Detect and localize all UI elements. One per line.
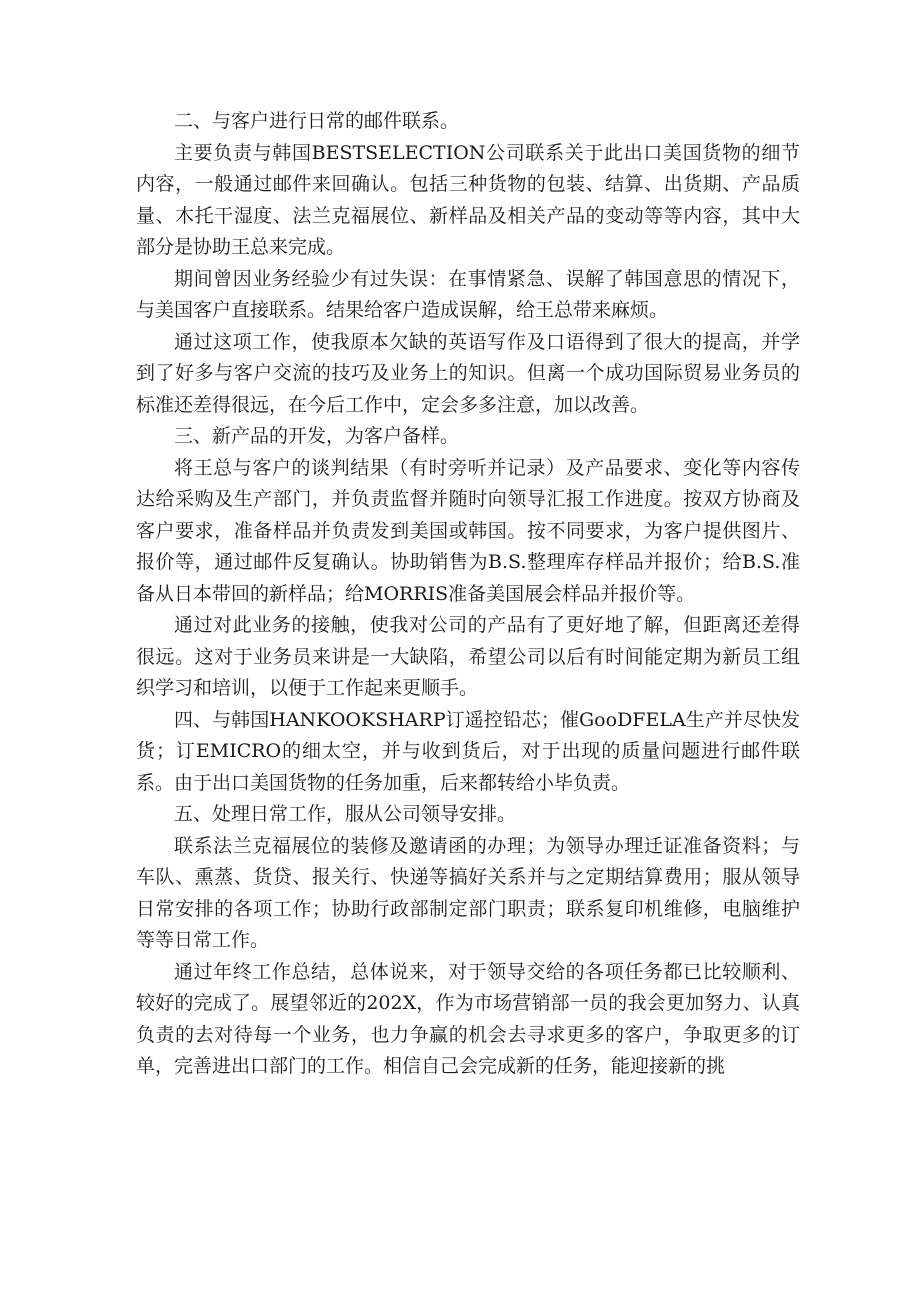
paragraph: 期间曾因业务经验少有过失误：在事情紧急、误解了韩国意思的情况下，与美国客户直接联系。结果给客户造成误解，给王总带来麻烦。 bbox=[136, 267, 800, 321]
paragraph: 通过年终工作总结，总体说来，对于领导交给的各项任务都已比较顺利、较好的完成了。展望邻近的202X，作为市场营销部一员的我会更加努力、认真负责的去对待每一个业务，也力争赢的机会去寻求更多的客户，争取更多的订单，完善进出口部门的工作。相信自己会完成新的任务，能迎接新的挑 bbox=[136, 960, 800, 1077]
section-heading-2: 二、与客户进行日常的邮件联系。 bbox=[174, 110, 460, 132]
paragraph: 联系法兰克福展位的装修及邀请函的办理；为领导办理迁证准备资料；与车队、熏蒸、货贷、报关行、快递等搞好关系并与之定期结算费用；服从领导日常安排的各项工作；协助行政部制定部门职责；联系复印机维修，电脑维护等等日常工作。 bbox=[136, 834, 800, 951]
paragraph: 通过对此业务的接触，使我对公司的产品有了更好地了解，但距离还差得很远。这对于业务员来讲是一大缺陷，希望公司以后有时间能定期为新员工组织学习和培训，以便于工作起来更顺手。 bbox=[136, 614, 800, 699]
section-heading-5: 五、处理日常工作，服从公司领导安排。 bbox=[174, 803, 517, 825]
paragraph: 将王总与客户的谈判结果（有时旁听并记录）及产品要求、变化等内容传达给采购及生产部门，并负责监督并随时向领导汇报工作进度。按双方协商及客户要求，准备样品并负责发到美国或韩国。按不同要求，为客户提供图片、报价等，通过邮件反复确认。协助销售为B.S.整理库存样品并报价；给B.S.准备从日本带回的新样品；给MORRIS准备美国展会样品并报价等。 bbox=[136, 456, 800, 605]
section-heading-4: 四、与韩国HANKOOKSHARP订遥控铅芯；催GooDFELA生产并尽快发货；订EMICRO的细太空，并与收到货后，对于出现的质量问题进行邮件联系。由于出口美国货物的任务加重，后来都转给小毕负责。 bbox=[136, 708, 800, 794]
document-body bbox=[136, 106, 800, 1083]
section-heading-3: 三、新产品的开发，为客户备样。 bbox=[174, 425, 460, 447]
paragraph: 主要负责与韩国BESTSELECTION公司联系关于此出口美国货物的细节内容，一般通过邮件来回确认。包括三种货物的包装、结算、出货期、产品质量、木托干湿度、法兰克福展位、新样品及相关产品的变动等等内容，其中大部分是协助王总来完成。 bbox=[136, 141, 800, 258]
paragraph: 通过这项工作，使我原本欠缺的英语写作及口语得到了很大的提高，并学到了好多与客户交流的技巧及业务上的知识。但离一个成功国际贸易业务员的标准还差得很远，在今后工作中，定会多多注意，加以改善。 bbox=[136, 330, 800, 416]
